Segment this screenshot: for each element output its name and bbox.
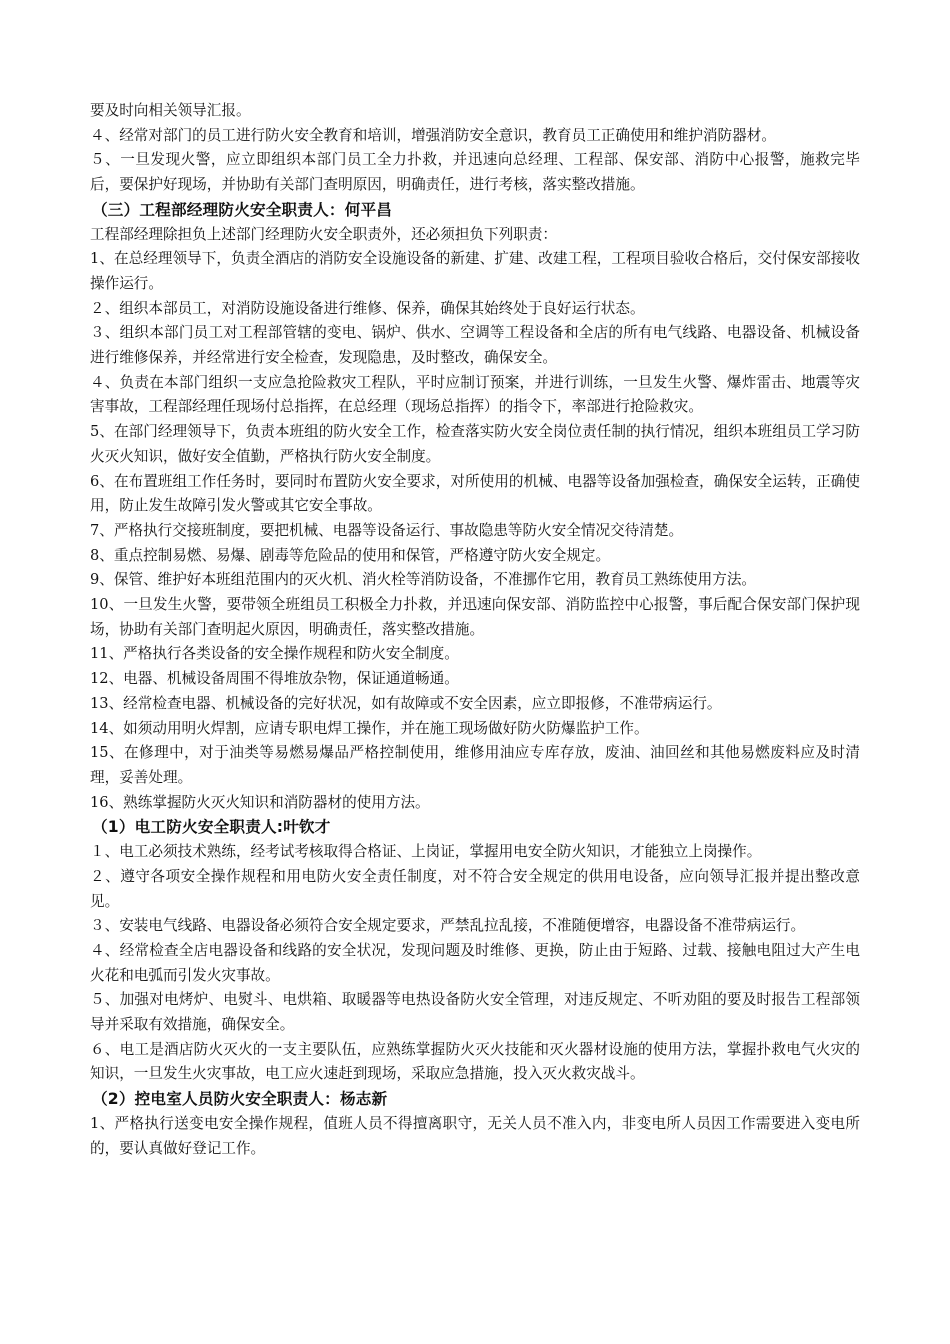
paragraph: 16、熟练掌握防火灭火知识和消防器材的使用方法。 bbox=[90, 793, 430, 811]
paragraph: 1、严格执行送变电安全操作规程，值班人员不得擅离职守，无关人员不准入内，非变电所人员因工作需要进入变电所的，要认真做好登记工作。 bbox=[90, 1114, 860, 1157]
paragraph: 6、在布置班组工作任务时，要同时布置防火安全要求，对所使用的机械、电器等设备加强检查，确保安全运转，正确使用，防止发生故障引发火警或其它安全事故。 bbox=[90, 472, 860, 515]
section-heading: （1）电工防火安全职责人:叶钦才 bbox=[92, 818, 331, 837]
paragraph: ４、经常检查全店电器设备和线路的安全状况，发现问题及时维修、更换，防止由于短路、过载、接触电阻过大产生电火花和电弧而引发火灾事故。 bbox=[90, 941, 860, 984]
paragraph: 8、重点控制易燃、易爆、剧毒等危险品的使用和保管，严格遵守防火安全规定。 bbox=[90, 546, 611, 564]
paragraph: ２、遵守各项安全操作规程和用电防火安全责任制度，对不符合安全规定的供用电设备，应向领导汇报并提出整改意见。 bbox=[90, 867, 860, 910]
paragraph: ３、组织本部门员工对工程部管辖的变电、锅炉、供水、空调等工程设备和全店的所有电气线路、电器设备、机械设备进行维修保养，并经常进行安全检查，发现隐患，及时整改，确保安全。 bbox=[90, 324, 860, 367]
paragraph: ５、加强对电烤炉、电熨斗、电烘箱、取暖器等电热设备防火安全管理，对违反规定、不听劝阻的要及时报告工程部领导并采取有效措施，确保安全。 bbox=[90, 991, 860, 1034]
paragraph: 5、在部门经理领导下，负责本班组的防火安全工作，检查落实防火安全岗位责任制的执行情况，组织本班组员工学习防火灭火知识，做好安全值勤，严格执行防火安全制度。 bbox=[90, 423, 860, 465]
section-heading: （三）工程部经理防火安全职责人：何平昌 bbox=[92, 200, 393, 219]
paragraph: 10、一旦发生火警，要带领全班组员工积极全力扑救，并迅速向保安部、消防监控中心报警，事后配合保安部门保护现场，协助有关部门查明起火原因，明确责任，落实整改措施。 bbox=[90, 596, 860, 638]
paragraph: ６、电工是酒店防火灭火的一支主要队伍，应熟练掌握防火灭火技能和灭火器材设施的使用方法，掌握扑救电气火灾的知识，一旦发生火灾事故，电工应火速赶到现场，采取应急措施，投入灭火救灾战斗。 bbox=[90, 1040, 860, 1083]
paragraph: １、电工必须技术熟练，经考试考核取得合格证、上岗证，掌握用电安全防火知识，才能独立上岗操作。 bbox=[90, 843, 762, 861]
paragraph: 12、电器、机械设备周围不得堆放杂物，保证通道畅通。 bbox=[90, 670, 459, 688]
paragraph: ５、一旦发现火警，应立即组织本部门员工全力扑救，并迅速向总经理、工程部、保安部、消防中心报警，施救完毕后，要保护好现场，并协助有关部门查明原因，明确责任，进行考核，落实整改措施。 bbox=[90, 151, 860, 194]
paragraph: ２、组织本部员工，对消防设施设备进行维修、保养，确保其始终处于良好运行状态。 bbox=[90, 299, 645, 317]
document-page bbox=[90, 99, 860, 1161]
paragraph: 11、严格执行各类设备的安全操作规程和防火安全制度。 bbox=[90, 645, 459, 663]
paragraph: 14、如须动用明火焊割，应请专职电焊工操作，并在施工现场做好防火防爆监护工作。 bbox=[90, 719, 649, 737]
paragraph: ３、安装电气线路、电器设备必须符合安全规定要求，严禁乱拉乱接，不准随便增容，电器设备不准带病运行。 bbox=[90, 917, 806, 935]
paragraph: 13、经常检查电器、机械设备的完好状况，如有故障或不安全因素，应立即报修，不准带病运行。 bbox=[90, 694, 722, 712]
section-heading: （2）控电室人员防火安全职责人：杨志新 bbox=[92, 1090, 388, 1109]
paragraph: 9、保管、维护好本班组范围内的灭火机、消火栓等消防设备，不准挪作它用，教育员工熟练使用方法。 bbox=[90, 571, 757, 589]
paragraph: ４、经常对部门的员工进行防火安全教育和培训，增强消防安全意识，教育员工正确使用和维护消防器材。 bbox=[90, 126, 776, 144]
paragraph: 要及时向相关领导汇报。 bbox=[90, 102, 251, 119]
paragraph: ４、负责在本部门组织一支应急抢险救灾工程队，平时应制订预案，并进行训练，一旦发生火警、爆炸雷击、地震等灾害事故，工程部经理任现场付总指挥，在总经理（现场总指挥）的指令下，率部进行抢险救灾。 bbox=[90, 373, 860, 416]
paragraph: 1、在总经理领导下，负责全酒店的消防安全设施设备的新建、扩建、改建工程，工程项目验收合格后，交付保安部接收操作运行。 bbox=[90, 250, 860, 292]
paragraph: 7、严格执行交接班制度，要把机械、电器等设备运行、事故隐患等防火安全情况交待清楚。 bbox=[90, 521, 684, 539]
paragraph: 15、在修理中，对于油类等易燃易爆品严格控制使用，维修用油应专库存放，废油、油回丝和其他易燃废料应及时清理，妥善处理。 bbox=[90, 744, 860, 786]
paragraph: 工程部经理除担负上述部门经理防火安全职责外，还必须担负下列职责： bbox=[90, 225, 558, 243]
